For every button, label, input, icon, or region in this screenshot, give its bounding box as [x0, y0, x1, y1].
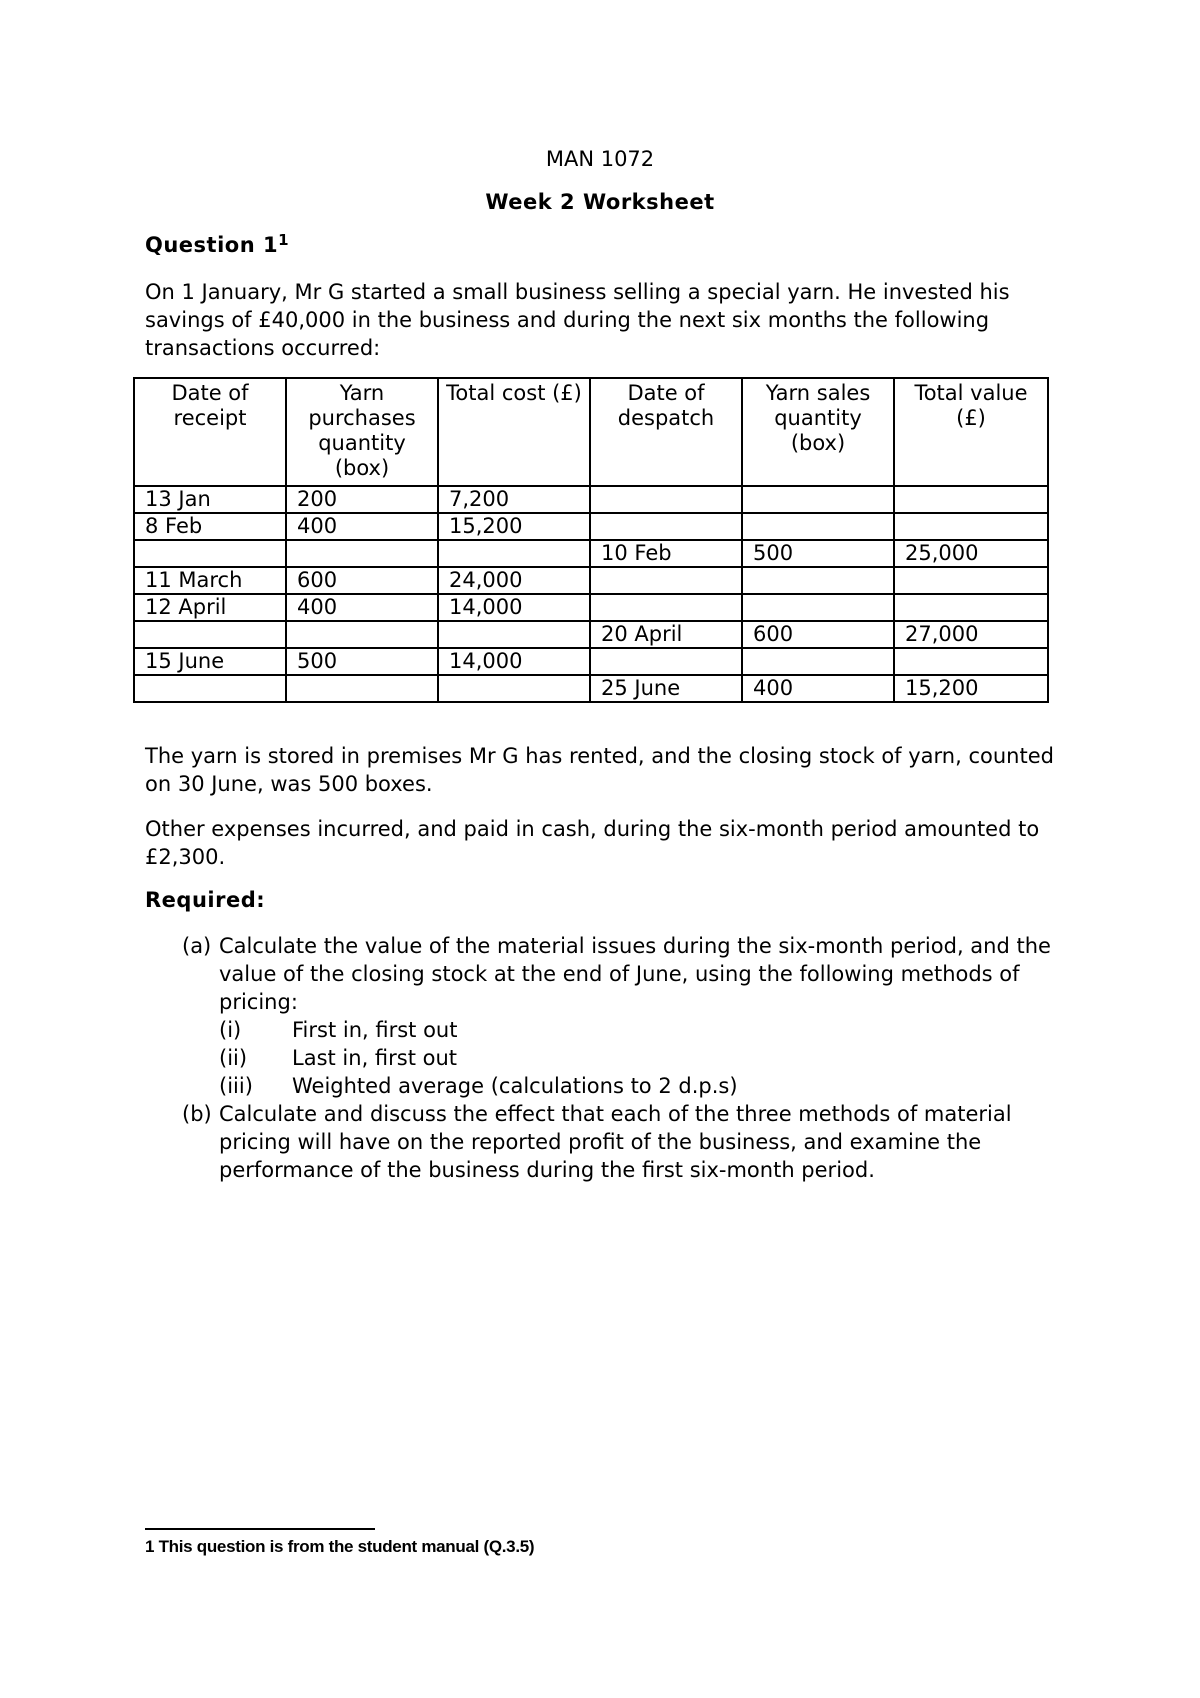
table-cell — [590, 486, 742, 513]
table-cell — [742, 648, 894, 675]
table-row — [134, 648, 1048, 675]
table-cell: 25 June — [590, 675, 742, 702]
table-cell: 7,200 — [438, 486, 590, 513]
table-cell: 15,200 — [438, 513, 590, 540]
table-cell: 20 April — [590, 621, 742, 648]
table-row — [134, 567, 1048, 594]
table-cell: 10 Feb — [590, 540, 742, 567]
table-cell: 13 Jan — [134, 486, 286, 513]
table-cell: 600 — [286, 567, 438, 594]
table-header-row — [134, 378, 1048, 486]
footnote: 1 This question is from the student manual (Q.3.5) — [145, 1537, 535, 1556]
worksheet-title: Week 2 Worksheet — [485, 190, 715, 214]
part-a — [182, 932, 1082, 1100]
table-cell — [286, 621, 438, 648]
table-cell: 14,000 — [438, 648, 590, 675]
table-cell: 14,000 — [438, 594, 590, 621]
footnote-separator — [145, 1528, 375, 1530]
question-title: Question 1 — [145, 233, 279, 257]
table-cell — [134, 540, 286, 567]
subitem — [219, 1016, 1082, 1044]
header-sales-quantity: Yarn sales quantity (box) — [742, 378, 894, 486]
table-cell: 11 March — [134, 567, 286, 594]
table-cell: 27,000 — [894, 621, 1048, 648]
question-intro: On 1 January, Mr G started a small business selling a special yarn. He invested his savings of £40,000 in the business and during the next six months the following transactions occurred: — [145, 280, 1010, 360]
storage-paragraph: The yarn is stored in premises Mr G has rented, and the closing stock of yarn, counted on 30 June, was 500 boxes. — [145, 744, 1054, 796]
subitem — [219, 1044, 1082, 1072]
subitem-text: First in, first out — [292, 1018, 458, 1042]
table-cell — [590, 594, 742, 621]
expenses-paragraph: Other expenses incurred, and paid in cash, during the six-month period amounted to £2,300. — [145, 817, 1040, 869]
table-row — [134, 486, 1048, 513]
subitem-label: (iii) — [219, 1074, 253, 1098]
table-cell — [286, 540, 438, 567]
table-row — [134, 594, 1048, 621]
table-cell: 200 — [286, 486, 438, 513]
table-row — [134, 513, 1048, 540]
header-date-of-despatch: Date of despatch — [590, 378, 742, 486]
table-cell: 24,000 — [438, 567, 590, 594]
table-cell — [894, 648, 1048, 675]
table-cell — [134, 675, 286, 702]
table-cell: 500 — [742, 540, 894, 567]
subitem-label: (i) — [219, 1018, 242, 1042]
header-total-value: Total value (£) — [894, 378, 1048, 486]
table-row — [134, 621, 1048, 648]
table-cell: 15,200 — [894, 675, 1048, 702]
subitem-label: (ii) — [219, 1046, 248, 1070]
table-cell — [438, 540, 590, 567]
subitem-text: Weighted average (calculations to 2 d.p.s) — [292, 1074, 738, 1098]
table-cell: 400 — [742, 675, 894, 702]
part-b-label: (b) — [182, 1102, 212, 1126]
part-a-text: Calculate the value of the material issues during the six-month period, and the value of the closing stock at the end of June, using the following methods of pricing: — [219, 934, 1051, 1014]
table-cell — [742, 486, 894, 513]
table-cell — [894, 594, 1048, 621]
required-list — [182, 932, 1082, 1184]
table-cell — [590, 567, 742, 594]
transactions-table — [133, 377, 1049, 703]
table-cell — [438, 621, 590, 648]
table-row — [134, 675, 1048, 702]
table-cell — [742, 567, 894, 594]
course-code: MAN 1072 — [545, 147, 655, 171]
table-cell — [134, 621, 286, 648]
header-total-cost: Total cost (£) — [438, 378, 590, 486]
table-cell — [438, 675, 590, 702]
question-heading — [145, 233, 289, 257]
table-cell — [590, 648, 742, 675]
table-cell — [742, 594, 894, 621]
table-cell — [894, 486, 1048, 513]
table-cell — [286, 675, 438, 702]
table-cell — [590, 513, 742, 540]
part-a-label: (a) — [182, 934, 212, 958]
table-cell: 500 — [286, 648, 438, 675]
table-cell: 400 — [286, 513, 438, 540]
part-b-text: Calculate and discuss the effect that each of the three methods of material pricing will have on the reported profit of the business, and examine the performance of the business during the first six-month period. — [219, 1102, 1012, 1182]
table-cell: 25,000 — [894, 540, 1048, 567]
table-cell: 12 April — [134, 594, 286, 621]
table-row — [134, 540, 1048, 567]
footnote-marker: 1 — [278, 231, 290, 249]
header-purchases-quantity: Yarn purchases quantity (box) — [286, 378, 438, 486]
table-cell — [894, 513, 1048, 540]
subitem — [219, 1072, 1082, 1100]
header-date-of-receipt: Date of receipt — [134, 378, 286, 486]
table-cell: 600 — [742, 621, 894, 648]
table-cell — [742, 513, 894, 540]
table-cell: 400 — [286, 594, 438, 621]
table-cell: 8 Feb — [134, 513, 286, 540]
required-heading: Required: — [145, 888, 266, 912]
subitem-text: Last in, first out — [292, 1046, 458, 1070]
part-b — [182, 1100, 1082, 1184]
table-cell: 15 June — [134, 648, 286, 675]
table-cell — [894, 567, 1048, 594]
